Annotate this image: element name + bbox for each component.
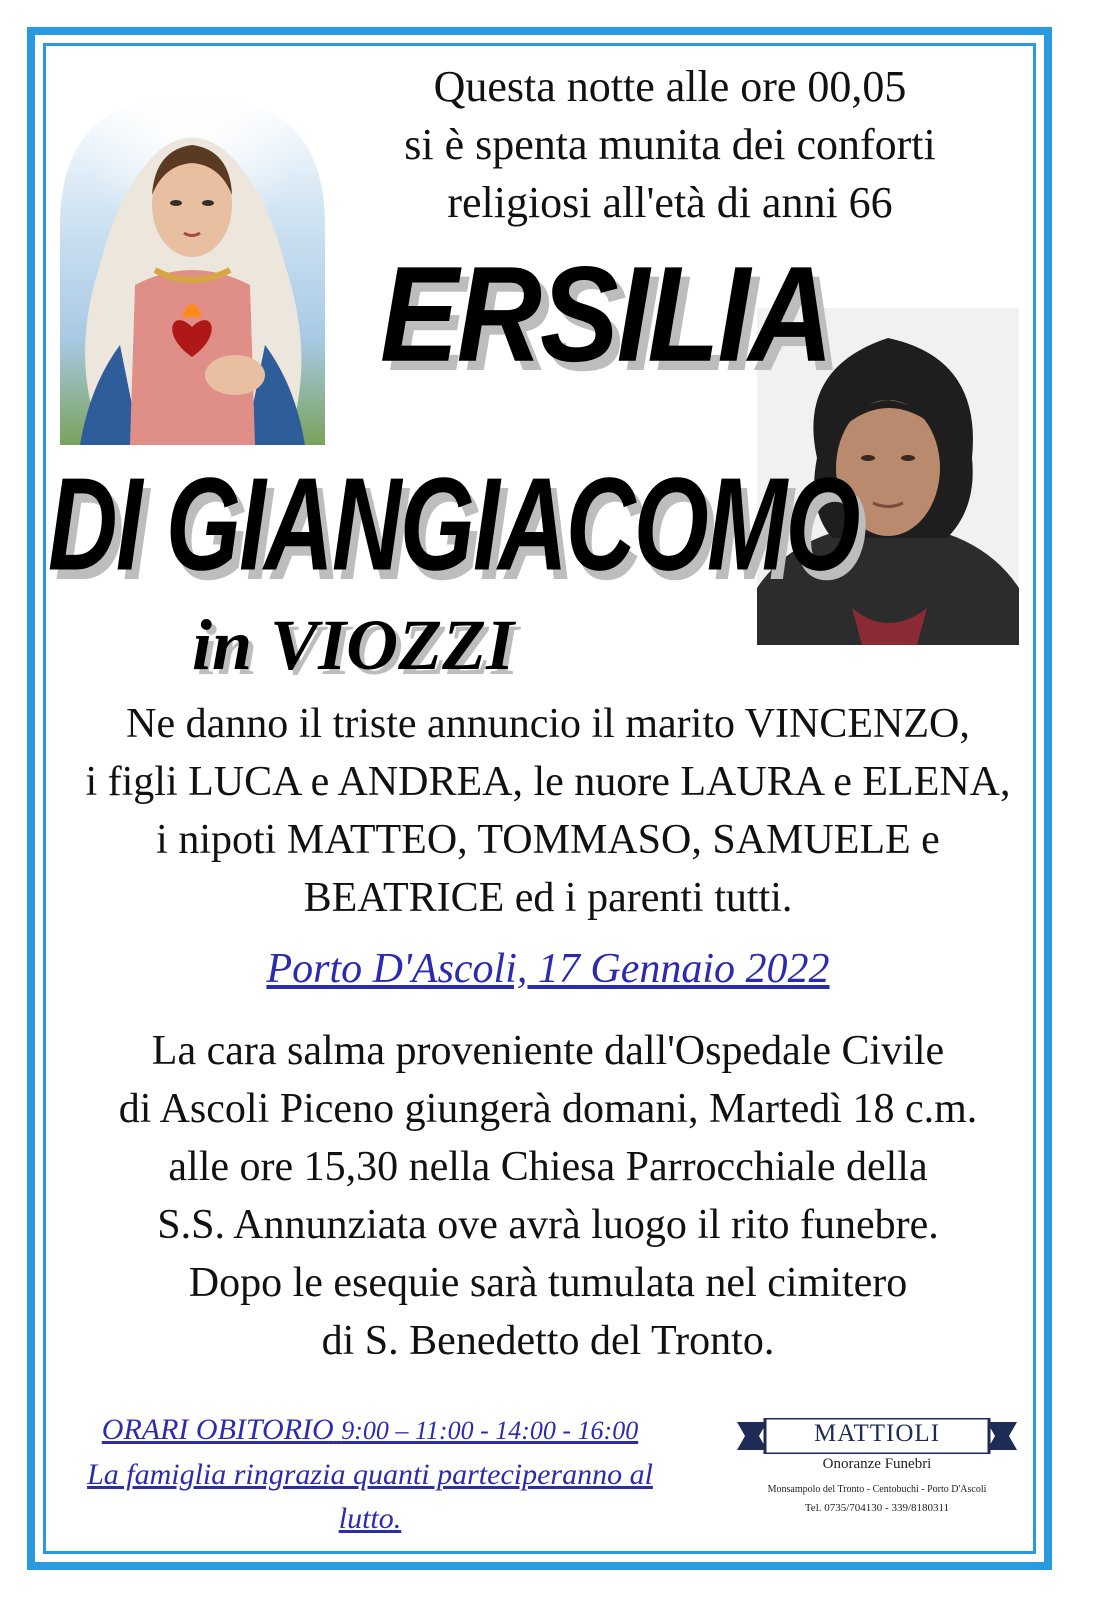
morgue-hours-times: 9:00 – 11:00 - 14:00 - 16:00	[341, 1416, 639, 1445]
announcement-line: i nipoti MATTEO, TOMMASO, SAMUELE e	[156, 817, 940, 863]
announcement-line: BEATRICE ed i parenti tutti.	[303, 875, 793, 921]
details-line: di Ascoli Piceno giungerà domani, Martedì 18 c.m.	[118, 1086, 978, 1132]
surname: DI GIANGIACOMO	[48, 450, 859, 598]
place-date	[48, 945, 1048, 993]
married-name: in VIOZZI	[192, 605, 515, 685]
sacred-heart-mary-image	[60, 95, 325, 445]
funeral-home-logo	[737, 1412, 1017, 1522]
announcement	[48, 695, 1048, 927]
details-line: alle ore 15,30 nella Chiesa Parrocchiale della	[168, 1144, 928, 1190]
logo-addresses: Monsampolo del Tronto - Centobuchi - Porto D'Ascoli	[767, 1484, 987, 1495]
footer-notes	[55, 1408, 685, 1541]
logo-phone: Tel. 0735/704130 - 339/8180311	[804, 1502, 950, 1514]
details-line: La cara salma proveniente dall'Ospedale Civile	[151, 1028, 945, 1074]
announcement-line: Ne danno il triste annuncio il marito VINCENZO,	[126, 701, 970, 747]
intro-line: Questa notte alle ore 00,05	[433, 62, 907, 111]
family-thanks: La famiglia ringrazia quanti parteciperanno al lutto.	[87, 1458, 653, 1535]
details-line: Dopo le esequie sarà tumulata nel cimitero	[188, 1260, 908, 1306]
logo-subtitle: Onoranze Funebri	[822, 1456, 932, 1472]
intro-line: si è spenta munita dei conforti	[404, 120, 936, 169]
logo-title: MATTIOLI	[813, 1420, 941, 1447]
intro-text	[350, 58, 990, 232]
morgue-hours	[55, 1408, 685, 1453]
intro-line: religiosi all'età di anni 66	[447, 178, 893, 227]
details-line: di S. Benedetto del Tronto.	[321, 1318, 775, 1364]
details-line: S.S. Annunziata ove avrà luogo il rito funebre.	[157, 1202, 939, 1248]
place-date-text: Porto D'Ascoli, 17 Gennaio 2022	[266, 946, 830, 992]
first-name: ERSILIA	[380, 238, 832, 391]
announcement-line: i figli LUCA e ANDREA, le nuore LAURA e ELENA,	[85, 759, 1011, 805]
morgue-hours-label: ORARI OBITORIO	[101, 1413, 334, 1446]
funeral-details	[48, 1022, 1048, 1370]
